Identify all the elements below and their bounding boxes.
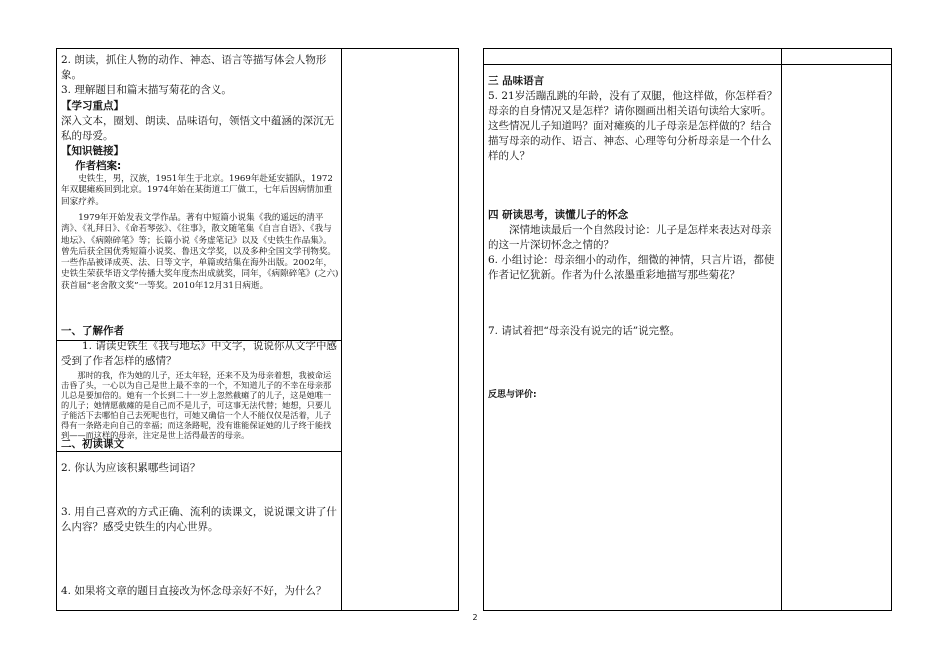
question-1: 1. 请读史铁生《我与地坛》中文字，说说你从文字中感受到了作者怎样的感情？	[61, 340, 337, 367]
author-works: 1979年开始发表文学作品。著有中短篇小说集《我的遥远的清平湾》、《礼拜日》、《命若琴弦》、《往事》，散文随笔集《自言自语》、《我与地坛》、《病隙碎笔》等；长篇小说《务虚笔记》以及《史铁生作品集》。曾先后获全国优秀短篇小说奖、鲁迅文学奖，以及多种全国文学刊物奖。一些作品被译成英、法、日等文字，单篇或结集在海外出版。2002年，史铁生荣获华语文学传播大奖年度杰出成就奖，同年，《病隙碎笔》(之六) 获首届“老舍散文奖”一等奖。2010年12月31日病逝。	[61, 213, 339, 291]
left-table-divider	[341, 49, 342, 610]
page-number: 2	[472, 613, 478, 622]
excerpt-text: 那时的我，作为她的儿子，还太年轻，还来不及为母亲着想，我被命运击昏了头，一心以为自己是世上最不幸的一个，不知道儿子的不幸在母亲那儿总是要加倍的。她有一个长到二十一岁上忽然截瘫了的儿子，这是她唯一的儿子；她情愿截瘫的是自己而不是儿子，可这事无法代替；她想，只要儿子能活下去哪怕自己去死呢也行，可她又确信一个人不能仅仅是活着，儿子得有一条路走向自己的幸福；而这条路呢，没有谁能保证她的儿子终于能找到——而这样的母亲，注定是世上活得最苦的母亲。	[61, 370, 332, 440]
right-table	[483, 48, 892, 611]
header-row-divider	[484, 64, 891, 65]
author-heading: 作者档案:	[75, 160, 122, 172]
question-6: 6. 小组讨论：母亲细小的动作，细微的神情，只言片语，都使作者记忆犹新。作者为什么浓墨重彩地描写那些菊花？	[488, 254, 775, 281]
question-4: 4. 如果将文章的题目直接改为怀念母亲好不好，为什么？	[61, 585, 327, 597]
link-heading: 【知识链接】	[61, 145, 124, 157]
right-table-divider	[781, 49, 782, 610]
reading-objective: 2. 朗读，抓住人物的动作、神态、语言等描写体会人物形象。	[61, 54, 327, 81]
question-5: 5. 21岁活蹦乱跳的年龄，没有了双腿，他这样做，你怎样看？母亲的自身情况又是怎样？请你圈画出相关语句读给大家听。这些情况儿子知道吗？面对瘫痪的儿子母亲是怎样做的？结合描写母亲的动作、语言、神态、心理等句分析母亲是一个什么样的人？	[488, 90, 778, 162]
section-1-heading: 一、了解作者	[61, 325, 124, 337]
section-2-heading: 二、初读课文	[61, 438, 124, 450]
reflection-label: 反思与评价:	[488, 390, 537, 400]
section-3-heading: 三 品味语言	[488, 75, 545, 87]
deep-reading-task: 深情地读最后一个自然段讨论：儿子是怎样来表达对母亲的这一片深切怀念之情的？	[488, 224, 772, 251]
focus-text: 深入文本，圈划、朗读、品味语句，领悟文中蕴涵的深沉无私的母爱。	[61, 115, 334, 142]
section-4-heading: 四 研读思考，读懂儿子的怀念	[488, 209, 629, 221]
title-meaning-objective: 3. 理解题目和篇末描写菊花的含义。	[61, 84, 232, 96]
question-3: 3. 用自己喜欢的方式正确、流利的读课文，说说课文讲了什么内容？感受史铁生的内心世界。	[61, 506, 337, 533]
author-bio: 史铁生，男，汉族，1951年生于北京。1969年赴延安插队，1972年双腿瘫痪回到北京。1974年始在某街道工厂做工，七年后因病情加重回家疗养。	[61, 174, 333, 207]
question-7: 7. 请试着把“母亲没有说完的话”说完整。	[488, 325, 681, 337]
left-table	[56, 48, 459, 611]
question-2: 2. 你认为应该积累哪些词语？	[61, 462, 201, 474]
focus-heading: 【学习重点】	[61, 100, 124, 112]
